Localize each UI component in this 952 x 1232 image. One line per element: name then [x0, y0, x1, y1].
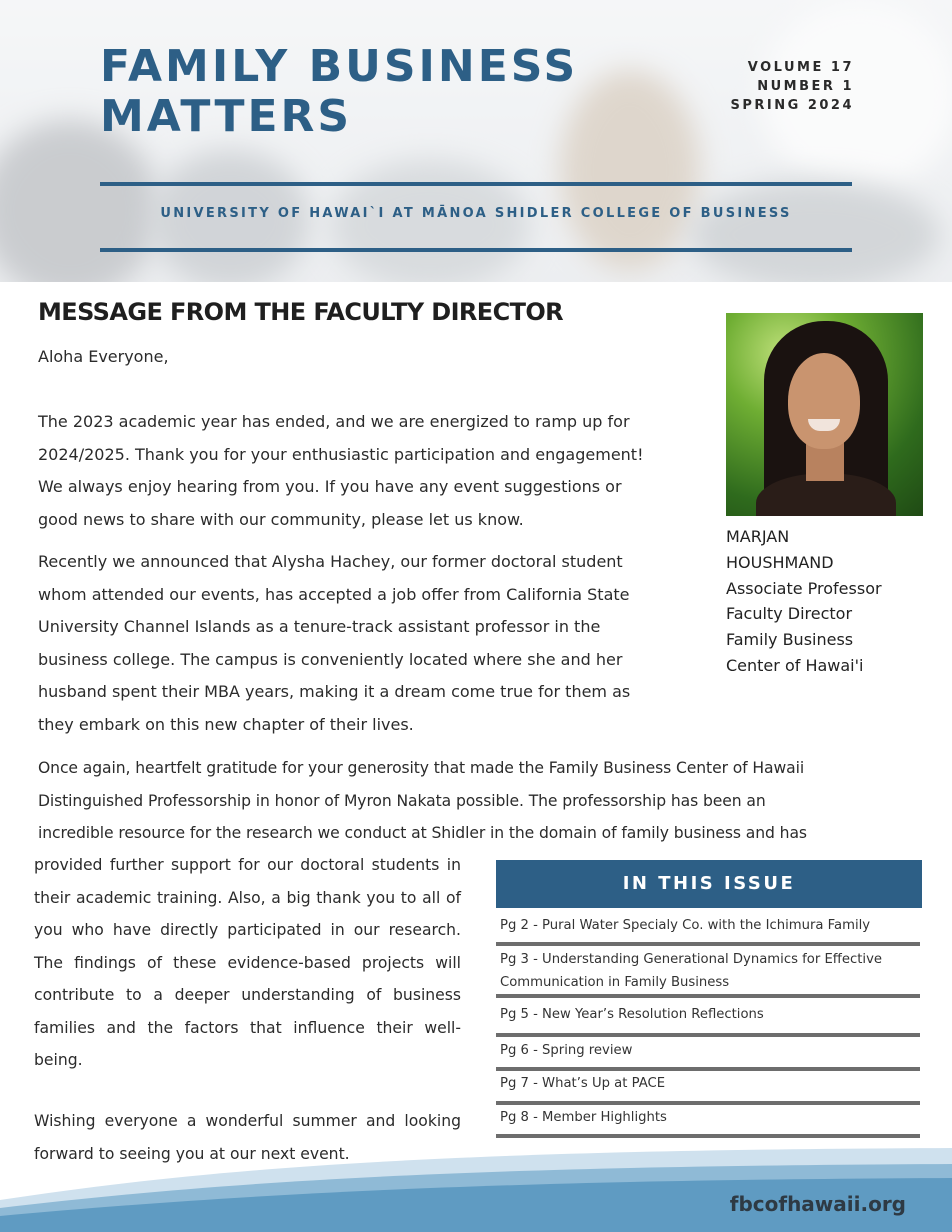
website-link[interactable]: fbcofhawaii.org: [729, 1192, 906, 1216]
toc-item-label: Pg 2 - Pural Water Specialy Co. with the Ichimura Family: [500, 918, 871, 933]
paragraph-line: Recently we announced that Alysha Hachey, our former doctoral student: [38, 552, 623, 571]
newsletter-title-line2: MATTERS: [100, 91, 353, 142]
director-caption: [726, 524, 941, 679]
paragraph-line: 2024/2025. Thank you for your enthusiastic participation and engagement!: [38, 444, 644, 464]
director-role: Family Business: [726, 630, 854, 650]
in-this-issue-title: IN THIS ISSUE: [496, 860, 922, 908]
volume-label: VOLUME 17: [747, 60, 854, 75]
paragraph-line: University Channel Islands as a tenure-track assistant professor in the: [38, 617, 601, 636]
toc-item-label: Pg 8 - Member Highlights: [500, 1110, 667, 1125]
paragraph-1: [38, 406, 708, 536]
paragraph-4: provided further support for our doctoral students in their academic training. Also, a big thank you to all of you who have directly participated in our research. The findings of these evidence-based projects will contribute to a deeper understanding of business families and the factors that influence their well-being.: [34, 856, 461, 1069]
footer-wave: [0, 1130, 952, 1232]
paragraph-line: incredible resource for the research we conduct at Shidler in the domain of family business and has: [38, 824, 807, 842]
paragraph-line: Distinguished Professorship in honor of Myron Nakata possible. The professorship has been an: [38, 791, 766, 810]
masthead-banner: [0, 0, 952, 282]
university-name: UNIVERSITY OF HAWAI`I AT MĀNOA SHIDLER COLLEGE OF BUSINESS: [160, 206, 792, 221]
toc-item-label: Pg 7 - What’s Up at PACE: [500, 1076, 666, 1091]
paragraph-line: good news to share with our community, please let us know.: [38, 509, 524, 529]
director-role: Associate Professor: [726, 578, 882, 598]
paragraph-2: [38, 546, 708, 741]
toc-item-label: Pg 3 - Understanding Generational Dynamics for Effective: [500, 952, 882, 967]
paragraph-5: Wishing everyone a wonderful summer and looking forward to seeing you at our next event.: [34, 1112, 461, 1163]
director-name: HOUSHMAND: [726, 552, 834, 572]
section-title: MESSAGE FROM THE FACULTY DIRECTOR: [38, 298, 564, 326]
toc-item-label: Pg 6 - Spring review: [500, 1043, 633, 1058]
paragraph-line: whom attended our events, has accepted a job offer from California State: [38, 584, 630, 604]
toc-item[interactable]: [496, 1072, 920, 1105]
toc-item-label: Pg 5 - New Year’s Resolution Reflections: [500, 1007, 764, 1022]
newsletter-title-line1: FAMILY BUSINESS: [100, 41, 579, 92]
in-this-issue: [496, 860, 922, 1125]
paragraph-3: [38, 752, 938, 850]
director-role: Center of Hawai'i: [726, 655, 864, 675]
top-divider: [100, 182, 852, 186]
director-photo: [726, 313, 923, 516]
paragraph-line: Once again, heartfelt gratitude for your generosity that made the Family Business Center of Hawaii: [38, 759, 805, 777]
greeting: Aloha Everyone,: [38, 347, 169, 366]
newsletter-title: [100, 42, 660, 142]
director-name: MARJAN: [726, 527, 790, 546]
director-role: Faculty Director: [726, 604, 853, 624]
toc-item[interactable]: [496, 948, 920, 998]
toc-item-label: Communication in Family Business: [500, 975, 730, 990]
paragraph-line: husband spent their MBA years, making it a dream come true for them as: [38, 682, 631, 701]
issue-info: [731, 58, 855, 115]
toc-item[interactable]: [496, 1003, 920, 1037]
paragraph-line: We always enjoy hearing from you. If you have any event suggestions or: [38, 477, 622, 496]
paragraph-line: The 2023 academic year has ended, and we are energized to ramp up for: [38, 412, 630, 431]
bottom-divider: [100, 248, 852, 252]
number-label: NUMBER 1: [757, 79, 854, 94]
paragraph-line: business college. The campus is conveniently located where she and her: [38, 649, 623, 669]
paragraph-line: they embark on this new chapter of their lives.: [38, 714, 414, 734]
toc-item[interactable]: [496, 1039, 920, 1071]
toc-item[interactable]: [496, 914, 920, 946]
season-label: SPRING 2024: [730, 98, 854, 113]
